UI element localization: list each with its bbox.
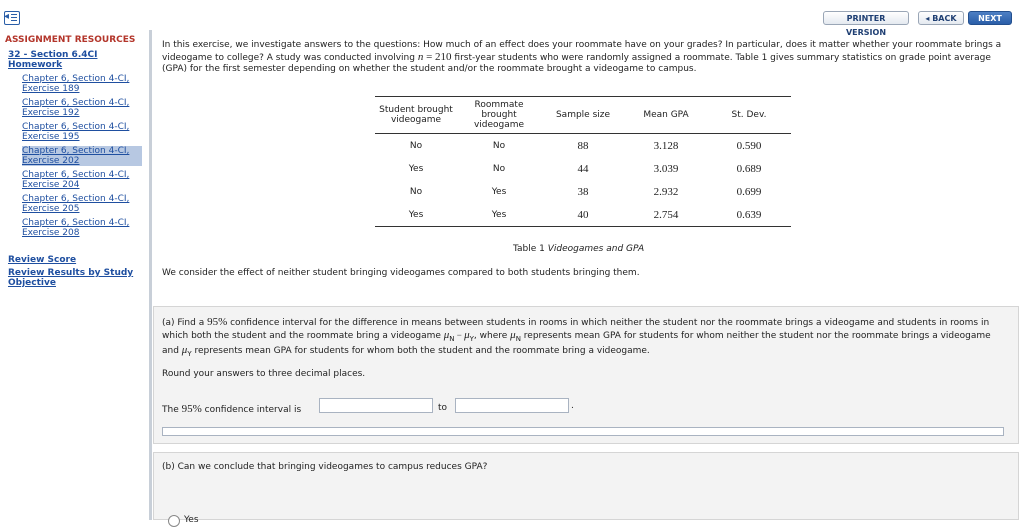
table-header-row — [375, 97, 791, 134]
cell-sample-size: 40 — [541, 203, 625, 227]
table-row — [375, 134, 791, 158]
table-row — [375, 203, 791, 227]
ci-label — [162, 403, 301, 415]
mu-n-subscript: N — [449, 334, 455, 343]
table-row — [375, 180, 791, 203]
table-row — [375, 157, 791, 180]
cell-st-dev: 0.639 — [707, 203, 791, 227]
mu-n-symbol: μ — [443, 328, 450, 341]
ci-suffix: confidence interval is — [201, 405, 302, 415]
sidebar-item-exercise-195[interactable]: Chapter 6, Section 4-CI, Exercise 195 — [22, 122, 130, 142]
sidebar-item-exercise-202[interactable]: Chapter 6, Section 4-CI, Exercise 202 — [22, 146, 142, 166]
consider-text: We consider the effect of neither student bringing videogames compared to both students bringing them. — [162, 268, 640, 278]
caption-title: Videogames and GPA — [547, 244, 645, 254]
pa-text-5: represents mean GPA for students for whom both the student and the roommate bring a videogame. — [191, 345, 650, 356]
pa-confidence-pct: 95% — [207, 316, 228, 328]
ci-lower-input[interactable] — [319, 398, 433, 413]
part-a-panel — [153, 306, 1019, 444]
exercise-intro — [162, 40, 1012, 76]
n-variable: n — [417, 50, 424, 63]
ci-pct: 95% — [181, 403, 202, 415]
sidebar-item-exercise-205[interactable]: Chapter 6, Section 4-CI, Exercise 205 — [22, 194, 130, 214]
pa-text-1: (a) Find a — [162, 318, 208, 328]
cell-student: No — [409, 140, 423, 151]
n-value: = 210 — [423, 50, 452, 63]
list-icon — [11, 14, 17, 21]
feedback-box — [162, 427, 1004, 436]
mu-y-subscript: Y — [469, 334, 474, 343]
col-mean-gpa: Mean GPA — [625, 97, 707, 134]
cell-roommate: No — [492, 140, 506, 151]
cell-roommate: Yes — [457, 203, 541, 227]
cell-mean-gpa: 2.932 — [653, 185, 679, 198]
top-bar — [0, 0, 1024, 37]
collapse-menu-icon[interactable] — [4, 11, 20, 25]
mu-y-symbol: μ — [464, 328, 470, 341]
cell-student: No — [409, 186, 423, 197]
pa-text-2: confidence interval for the difference in means between students in rooms in which neither the student nor the roommate brings a videogame and students in rooms in which both the student and the roommate bring a videogame — [162, 318, 990, 341]
caption-prefix: Table 1 — [513, 244, 548, 254]
cell-st-dev: 0.689 — [736, 162, 762, 175]
cell-mean-gpa: 3.039 — [653, 162, 679, 175]
cell-mean-gpa: 2.754 — [625, 203, 707, 227]
arrow-left-icon: ◂ — [4, 11, 10, 22]
cell-st-dev: 0.590 — [736, 139, 762, 152]
ci-prefix: The — [162, 405, 182, 415]
yes-radio[interactable] — [168, 515, 180, 527]
sidebar-item-exercise-208[interactable]: Chapter 6, Section 4-CI, Exercise 208 — [22, 218, 130, 238]
summary-table — [375, 96, 791, 227]
intro-text-2: first-year students who were randomly assigned a roommate. Table 1 gives summary statistics on grade point average (GPA) for the first semester depending on whether the student and/or the roommate brought a videogame to campus. — [162, 52, 991, 74]
col-student-brought: Student brought videogame — [375, 97, 457, 134]
pa-text-3: , where — [473, 330, 511, 341]
yes-radio-label[interactable]: Yes — [184, 515, 199, 525]
ci-upper-input[interactable] — [455, 398, 569, 413]
col-sample-size: Sample size — [541, 97, 625, 134]
next-button[interactable]: NEXT ▸ — [968, 11, 1012, 25]
sidebar-item-exercise-192[interactable]: Chapter 6, Section 4-CI, Exercise 192 — [22, 98, 130, 118]
cell-roommate: Yes — [491, 186, 507, 197]
mu-y-subscript-2: Y — [187, 349, 192, 358]
col-st-dev: St. Dev. — [707, 97, 791, 134]
cell-student: Yes — [375, 203, 457, 227]
round-instruction: Round your answers to three decimal places. — [162, 369, 366, 379]
mu-n-subscript-2: N — [515, 334, 521, 343]
cell-sample-size: 88 — [577, 139, 589, 152]
pa-text-4: represents mean GPA for students for whom neither the student nor the roommate brings a videogame and — [162, 330, 991, 356]
mu-n-symbol-2: μ — [510, 328, 516, 341]
sidebar-heading: ASSIGNMENT RESOURCES — [5, 35, 136, 45]
part-b-panel — [153, 452, 1019, 525]
cell-sample-size: 44 — [577, 162, 589, 175]
cell-sample-size: 38 — [577, 185, 589, 198]
back-button[interactable]: ◂ BACK — [918, 11, 964, 25]
mu-y-symbol-2: μ — [181, 343, 188, 356]
sidebar-item-exercise-189[interactable]: Chapter 6, Section 4-CI, Exercise 189 — [22, 74, 130, 94]
printer-version-button[interactable]: PRINTER VERSION — [823, 11, 909, 25]
homework-link[interactable]: 32 - Section 6.4CI Homework — [8, 50, 98, 70]
period-mark: . — [571, 401, 574, 411]
intro-text-1: In this exercise, we investigate answers to the questions: How much of an effect does your roommate have on your grades? In particular, does it matter whether your roommate brings a videogame to college? A study was conducted involving — [162, 40, 1002, 63]
part-a-question — [162, 317, 1002, 360]
table-caption — [513, 244, 644, 254]
sidebar-divider — [149, 30, 152, 520]
sidebar-item-exercise-204[interactable]: Chapter 6, Section 4-CI, Exercise 204 — [22, 170, 130, 190]
minus-sign: − — [454, 329, 465, 340]
review-results-link[interactable]: Review Results by Study Objective — [8, 268, 134, 288]
review-score-link[interactable]: Review Score — [8, 255, 77, 265]
col-roommate-brought: Roommate brought videogame — [457, 97, 541, 134]
cell-student: Yes — [408, 163, 424, 174]
cell-mean-gpa: 3.128 — [653, 139, 679, 152]
cell-roommate: No — [492, 163, 506, 174]
part-b-question: (b) Can we conclude that bringing videogames to campus reduces GPA? — [162, 462, 488, 472]
cell-st-dev: 0.699 — [736, 185, 762, 198]
to-label: to — [438, 403, 448, 413]
